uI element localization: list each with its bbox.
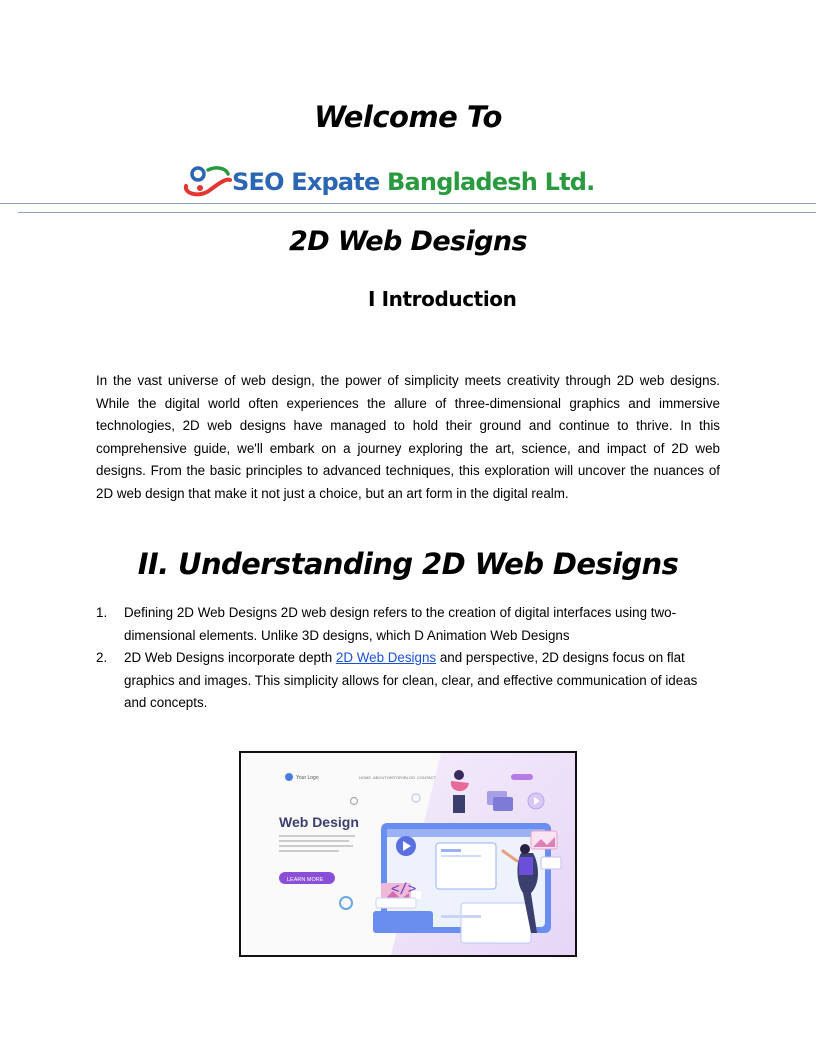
logo-name-part1: SEO Expate: [232, 168, 380, 196]
header-rule: [0, 203, 816, 204]
illustration-brand-icon: [285, 773, 293, 781]
list-item-text-after: and perspective, 2D designs focus on flat graphics and images. This simplicity allows for clean, clear, and effective communication of ideas and concepts.: [124, 650, 698, 711]
illustration-nav-blog: BLOG: [404, 775, 416, 780]
intro-paragraph: In the vast universe of web design, the power of simplicity meets creativity through 2D web designs. While the digital world often experiences the allure of three-dimensional graphics and immersive technologies, 2D web designs have managed to hold their ground and continue to thrive. In this comprehensive guide, we'll embark on a journey exploring the art, science, and impact of 2D web designs. From the basic principles to advanced techniques, this exploration will uncover the nuances of 2D web design that make it not just a choice, but an art form in the digital realm.: [96, 373, 720, 501]
page-title: 2D Web Designs: [289, 226, 527, 257]
list-item-number: 2.: [96, 650, 108, 666]
illustration-nav-about: ABOUT: [373, 775, 387, 780]
illustration-heading: Web Design: [279, 814, 359, 830]
web-designs-link[interactable]: 2D Web Designs: [335, 650, 437, 666]
list-item-number: 1.: [96, 605, 108, 620]
svg-text:</>: </>: [391, 881, 417, 897]
list-item-text-before: 2D Web Designs incorporate depth: [124, 650, 336, 666]
list-item-text: Defining 2D Web Designs 2D web design refers to the creation of digital interfaces using two-dimensional elements. Unlike 3D designs, which D Animation Web Designs: [124, 605, 677, 643]
web-design-illustration: [239, 751, 577, 957]
list-item: [96, 602, 716, 647]
welcome-heading: Welcome To: [314, 100, 502, 134]
list-item: [96, 647, 716, 715]
header-rule-secondary: [18, 212, 816, 213]
illustration-nav-contact: CONTACT: [417, 775, 437, 780]
section-heading-understanding: II. Understanding 2D Web Designs: [137, 547, 679, 581]
illustration-brand: Your Logo: [296, 775, 319, 781]
illustration-graphic: [241, 753, 575, 955]
section-heading-introduction: I Introduction: [368, 287, 517, 311]
logo-name-part2: Bangladesh Ltd.: [387, 168, 595, 196]
illustration-cta: LEARN MORE: [287, 877, 324, 883]
illustration-nav-history: HISTORY: [387, 775, 405, 780]
illustration-nav-home: HOME: [359, 775, 371, 780]
company-logo: [232, 166, 594, 198]
list-item-text: [124, 647, 716, 715]
numbered-list: [96, 602, 716, 715]
logo-icon: [180, 164, 234, 200]
